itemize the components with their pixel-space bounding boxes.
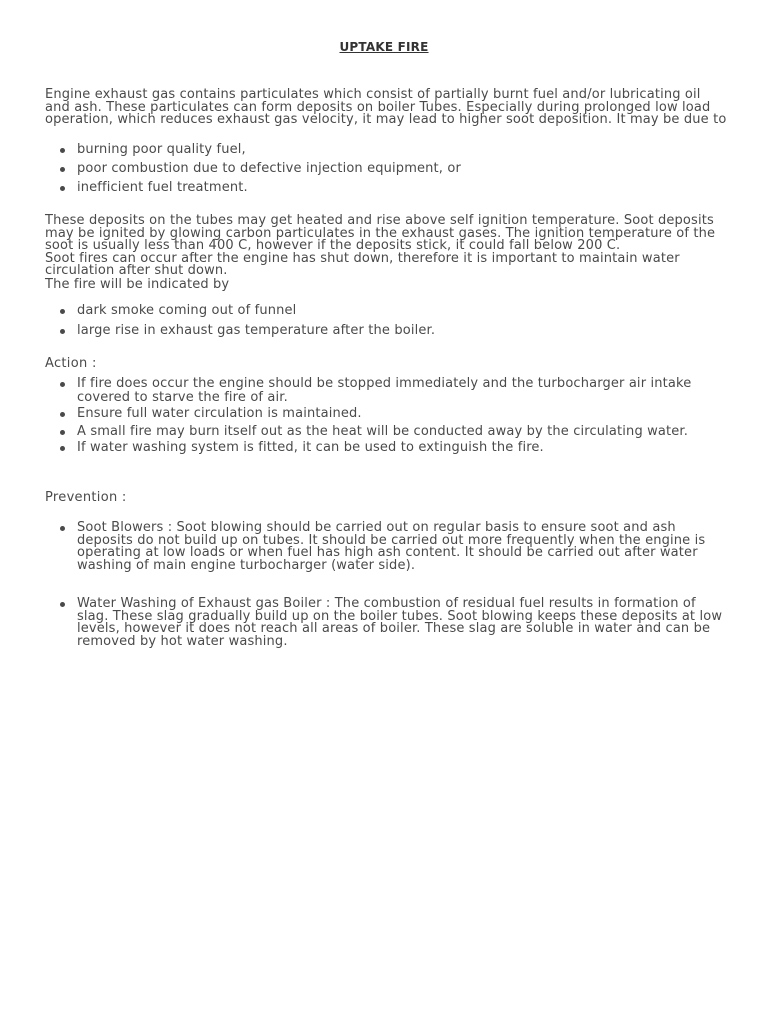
list-item: Water Washing of Exhaust gas Boiler : The combustion of residual fuel results in formation of slag. These slag gradually build up on the boiler tubes. Soot blowing keeps these deposits at low levels, however it does not reach all areas of boiler. These slag are soluble in water and can be removed by hot water washing. bbox=[45, 598, 725, 648]
bullet-icon bbox=[60, 430, 65, 435]
action-heading: Action : bbox=[45, 356, 97, 371]
list-item: If water washing system is fitted, it can be used to extinguish the fire. bbox=[45, 441, 725, 455]
page-title: UPTAKE FIRE bbox=[339, 40, 429, 54]
list-item: burning poor quality fuel, bbox=[45, 143, 725, 157]
prevention-list-2 bbox=[45, 598, 725, 648]
bullet-icon bbox=[60, 186, 65, 191]
list-item: dark smoke coming out of funnel bbox=[45, 304, 725, 318]
action-list bbox=[45, 377, 725, 455]
bullet-icon bbox=[60, 526, 65, 531]
bullet-icon bbox=[60, 309, 65, 314]
causes-list bbox=[45, 143, 725, 195]
intro-paragraph bbox=[45, 89, 729, 127]
list-item: inefficient fuel treatment. bbox=[45, 181, 725, 195]
prevention-list bbox=[45, 522, 725, 572]
bullet-icon bbox=[60, 382, 65, 387]
deposits-paragraph bbox=[45, 215, 729, 292]
list-item: large rise in exhaust gas temperature after the boiler. bbox=[45, 324, 725, 338]
bullet-icon bbox=[60, 148, 65, 153]
bullet-icon bbox=[60, 602, 65, 607]
indicated-by-text: The fire will be indicated by bbox=[45, 276, 230, 292]
list-item: poor combustion due to defective injection equipment, or bbox=[45, 162, 725, 176]
bullet-icon bbox=[60, 167, 65, 172]
intro-text: Engine exhaust gas contains particulates which consist of partially burnt fuel and/or lubricating oil and ash. These particulates can form deposits on boiler Tubes. Especially during prolonged low load operation, which reduces exhaust gas velocity, it may lead to higher soot deposition. It may be due to bbox=[45, 87, 727, 127]
list-item: If fire does occur the engine should be stopped immediately and the turbocharger air intake covered to starve the fire of air. bbox=[45, 377, 725, 405]
prevention-heading: Prevention : bbox=[45, 490, 127, 505]
bullet-icon bbox=[60, 329, 65, 334]
list-item: Soot Blowers : Soot blowing should be carried out on regular basis to ensure soot and ash deposits do not build up on tubes. It should be carried out more frequently when the engine is operating at low loads or when fuel has high ash content. It should be carried out after water washing of main engine turbocharger (water side). bbox=[45, 522, 725, 572]
bullet-icon bbox=[60, 412, 65, 417]
list-item: Ensure full water circulation is maintained. bbox=[45, 407, 725, 421]
bullet-icon bbox=[60, 446, 65, 451]
indications-list bbox=[45, 304, 725, 338]
shutdown-text: Soot fires can occur after the engine has shut down, therefore it is important to maintain water circulation after shut down. bbox=[45, 250, 680, 278]
deposits-text: These deposits on the tubes may get heated and rise above self ignition temperature. Soot deposits may be ignited by glowing carbon particulates in the exhaust gases. The ignition temperature of the soot is usually less than 400 C, however if the deposits stick, it could fall below 200 C. bbox=[45, 213, 716, 253]
list-item: A small fire may burn itself out as the heat will be conducted away by the circulating water. bbox=[45, 425, 725, 439]
